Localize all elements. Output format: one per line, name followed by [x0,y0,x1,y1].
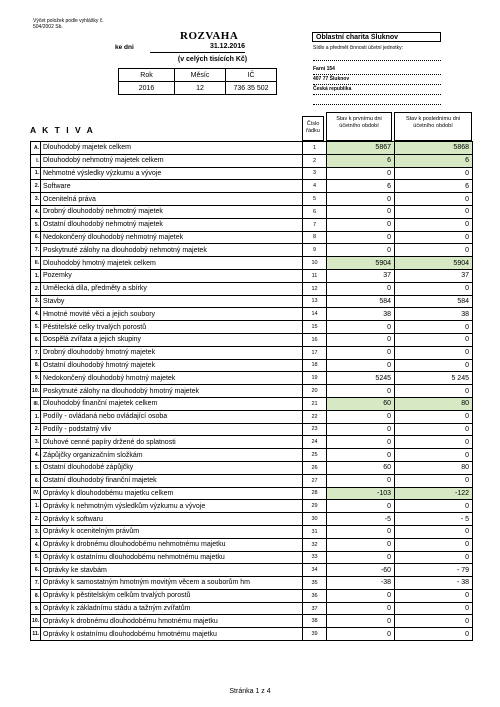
row-designation: 2. [31,423,41,436]
row-name: Poskytnuté zálohy na dlouhodobý nehmotný majetek [41,244,303,257]
table-row [31,180,473,193]
row-designation: 7. [31,577,41,590]
row-number: 19 [303,372,327,385]
table-row [31,589,473,602]
row-value-last-day: 80 [395,461,473,474]
row-value-first-day: 0 [327,231,395,244]
col-header-cislo: Číslo řádku [302,116,324,141]
period-value-mesic: 12 [175,82,226,95]
row-value-last-day: 0 [395,205,473,218]
row-designation: 5. [31,461,41,474]
org-address-country: Česká republika [313,86,441,95]
table-row [31,257,473,270]
row-name: Oprávky k drobnému dlouhodobému nehmotnému majetku [41,538,303,551]
row-value-first-day: 0 [327,218,395,231]
row-value-first-day: -5 [327,513,395,526]
row-value-first-day: 0 [327,333,395,346]
row-designation: 4. [31,308,41,321]
row-value-last-day: -122 [395,487,473,500]
table-row [31,269,473,282]
row-number: 12 [303,282,327,295]
row-name: Oprávky k ostatnímu dlouhodobému hmotnému majetku [41,628,303,641]
table-row [31,615,473,628]
row-number: 24 [303,436,327,449]
row-number: 30 [303,513,327,526]
row-value-first-day: 5867 [327,142,395,155]
row-value-last-day: - 5 [395,513,473,526]
row-name: Oprávky ke stavbám [41,564,303,577]
table-row [31,564,473,577]
table-row [31,436,473,449]
row-number: 27 [303,474,327,487]
row-value-first-day: 584 [327,295,395,308]
row-value-last-day: 5868 [395,142,473,155]
row-number: 22 [303,410,327,423]
ke-dni-label: ke dni [115,44,134,51]
row-name: Dospělá zvířata a jejich skupiny [41,333,303,346]
row-number: 18 [303,359,327,372]
row-number: 3 [303,167,327,180]
row-name: Drobný dlouhodobý hmotný majetek [41,346,303,359]
row-designation: 1. [31,410,41,423]
row-value-first-day: 5245 [327,372,395,385]
col-header-posledni: Stav k poslednímu dni účetního období [394,112,472,141]
table-row [31,142,473,155]
row-value-first-day: 0 [327,282,395,295]
row-number: 2 [303,154,327,167]
row-designation: 4. [31,205,41,218]
row-name: Podíly - podstatný vliv [41,423,303,436]
row-value-first-day: 6 [327,180,395,193]
table-row [31,333,473,346]
table-row [31,513,473,526]
table-row [31,372,473,385]
table-row [31,167,473,180]
row-designation: 4. [31,538,41,551]
row-name: Oprávky k dlouhodobému majetku celkem [41,487,303,500]
row-name: Oprávky k samostatným hmotným movitým věcem a souborům hm [41,577,303,590]
row-name: Stavby [41,295,303,308]
row-value-last-day: 584 [395,295,473,308]
row-designation: 4. [31,449,41,462]
row-value-last-day: 0 [395,525,473,538]
row-designation: 10. [31,385,41,398]
period-header-ic: IČ [226,69,277,82]
table-row [31,461,473,474]
row-number: 38 [303,615,327,628]
row-number: 10 [303,257,327,270]
row-value-last-day: 0 [395,538,473,551]
table-row [31,205,473,218]
row-number: 39 [303,628,327,641]
row-number: 37 [303,602,327,615]
row-value-last-day: 0 [395,436,473,449]
row-value-last-day: 0 [395,589,473,602]
row-name: Zápůjčky organizačním složkám [41,449,303,462]
row-value-last-day: 0 [395,231,473,244]
table-row [31,154,473,167]
row-value-first-day: 38 [327,308,395,321]
table-row [31,525,473,538]
row-designation: 6. [31,564,41,577]
row-name: Nehmotné výsledky výzkumu a vývoje [41,167,303,180]
row-value-first-day: 0 [327,205,395,218]
row-value-first-day: -38 [327,577,395,590]
row-value-last-day: 0 [395,615,473,628]
row-name: Oprávky k ocenitelným právům [41,525,303,538]
row-value-last-day: 6 [395,180,473,193]
row-value-first-day: 60 [327,461,395,474]
row-number: 20 [303,385,327,398]
table-row [31,295,473,308]
row-name: Ostatní dlouhodobé zápůjčky [41,461,303,474]
sidlo-blank-line [313,60,441,61]
row-name: Dlouhodobý finanční majetek celkem [41,397,303,410]
table-row [31,385,473,398]
row-value-last-day: 0 [395,551,473,564]
row-value-last-day: 0 [395,474,473,487]
row-value-first-day: 0 [327,525,395,538]
table-row [31,628,473,641]
table-row [31,423,473,436]
row-value-last-day: 0 [395,423,473,436]
row-value-last-day: - 38 [395,577,473,590]
row-value-first-day: 0 [327,385,395,398]
row-value-last-day: 0 [395,500,473,513]
row-number: 35 [303,577,327,590]
row-value-first-day: 37 [327,269,395,282]
table-row [31,487,473,500]
table-row [31,218,473,231]
row-value-first-day: 60 [327,397,395,410]
row-designation: 5. [31,551,41,564]
row-number: 14 [303,308,327,321]
table-row [31,500,473,513]
row-value-last-day: 0 [395,346,473,359]
period-header-rok: Rok [119,69,175,82]
row-designation: 3. [31,525,41,538]
row-designation: 6. [31,474,41,487]
row-name: Nedokončený dlouhodobý hmotný majetek [41,372,303,385]
row-value-first-day: -60 [327,564,395,577]
row-number: 5 [303,193,327,206]
row-number: 23 [303,423,327,436]
row-value-last-day: 37 [395,269,473,282]
row-number: 36 [303,589,327,602]
row-number: 28 [303,487,327,500]
row-designation: 6. [31,333,41,346]
row-value-last-day: 0 [395,333,473,346]
row-value-first-day: 0 [327,193,395,206]
row-value-first-day: 0 [327,628,395,641]
balance-date: 31.12.2016 [150,43,245,53]
row-name: Oprávky k základnímu stádu a tažným zvířatům [41,602,303,615]
row-designation: 5. [31,218,41,231]
row-name: Drobný dlouhodobý nehmotný majetek [41,205,303,218]
row-name: Dlouhodobý nehmotný majetek celkem [41,154,303,167]
table-row [31,602,473,615]
row-value-last-day: 5904 [395,257,473,270]
table-row [31,231,473,244]
row-designation: II. [31,257,41,270]
row-value-last-day: 0 [395,410,473,423]
row-designation: 1. [31,269,41,282]
row-designation: 11. [31,628,41,641]
row-designation: 10. [31,615,41,628]
row-designation: 8. [31,359,41,372]
row-value-last-day: 0 [395,602,473,615]
section-title: A K T I V A [30,125,95,135]
row-value-last-day: 6 [395,154,473,167]
row-designation: 9. [31,372,41,385]
row-value-last-day: 0 [395,359,473,372]
row-value-first-day: -103 [327,487,395,500]
row-number: 1 [303,142,327,155]
col-header-prvni: Stav k prvnímu dni účetního období [326,112,392,141]
row-name: Umělecká díla, předměty a sbírky [41,282,303,295]
row-value-first-day: 0 [327,602,395,615]
org-blank-line [313,104,441,105]
row-number: 8 [303,231,327,244]
row-value-first-day: 0 [327,589,395,602]
row-value-last-day: - 79 [395,564,473,577]
row-number: 15 [303,321,327,334]
row-number: 34 [303,564,327,577]
org-address-street: Farní 154 [313,66,441,75]
row-name: Poskytnuté zálohy na dlouhodobý hmotný majetek [41,385,303,398]
row-name: Hmotné movité věci a jejich soubory [41,308,303,321]
row-designation: 7. [31,346,41,359]
row-value-first-day: 0 [327,449,395,462]
page-title: ROZVAHA [180,30,239,42]
row-name: Ostatní dlouhodobý hmotný majetek [41,359,303,372]
row-value-first-day: 0 [327,410,395,423]
row-designation: 3. [31,295,41,308]
row-number: 9 [303,244,327,257]
table-row [31,397,473,410]
row-name: Oprávky k ostatnímu dlouhodobému nehmotnému majetku [41,551,303,564]
row-name: Oprávky k pěstitelským celkům trvalých porostů [41,589,303,602]
table-row [31,410,473,423]
aktiva-table [30,141,473,641]
row-name: Podíly - ovládaná nebo ovládající osoba [41,410,303,423]
period-header-mesic: Měsíc [175,69,226,82]
row-value-first-day: 0 [327,500,395,513]
row-value-first-day: 0 [327,436,395,449]
period-table [118,68,277,95]
row-number: 33 [303,551,327,564]
row-value-first-day: 0 [327,615,395,628]
row-name: Dlouhodobý majetek celkem [41,142,303,155]
table-row [31,346,473,359]
row-designation: 7. [31,244,41,257]
row-number: 17 [303,346,327,359]
org-address-city: 407 77 Šluknov [313,76,441,85]
row-value-last-day: 0 [395,385,473,398]
row-number: 16 [303,333,327,346]
table-row [31,359,473,372]
row-designation: IV. [31,487,41,500]
table-row [31,577,473,590]
row-designation: 3. [31,436,41,449]
row-value-last-day: 38 [395,308,473,321]
row-name: Dlouhodobý hmotný majetek celkem [41,257,303,270]
table-row [31,282,473,295]
row-value-first-day: 0 [327,321,395,334]
row-number: 25 [303,449,327,462]
row-value-first-day: 0 [327,423,395,436]
period-value-rok: 2016 [119,82,175,95]
row-number: 6 [303,205,327,218]
row-value-last-day: 0 [395,193,473,206]
row-value-first-day: 0 [327,359,395,372]
table-row [31,474,473,487]
row-designation: 6. [31,231,41,244]
row-value-last-day: 0 [395,244,473,257]
row-number: 13 [303,295,327,308]
row-designation: 3. [31,193,41,206]
table-row [31,308,473,321]
row-number: 4 [303,180,327,193]
row-value-last-day: 5 245 [395,372,473,385]
row-number: 26 [303,461,327,474]
row-designation: 5. [31,321,41,334]
row-name: Nedokončený dlouhodobý nehmotný majetek [41,231,303,244]
row-number: 21 [303,397,327,410]
row-value-last-day: 0 [395,282,473,295]
units-note: (v celých tisících Kč) [177,56,248,63]
row-number: 32 [303,538,327,551]
table-row [31,244,473,257]
table-row [31,551,473,564]
row-name: Pěstitelské celky trvalých porostů [41,321,303,334]
table-row [31,193,473,206]
row-name: Ocenitelná práva [41,193,303,206]
row-designation: 1. [31,500,41,513]
row-designation: III. [31,397,41,410]
law-note: Výčet položek podle vyhlášky č. 504/2002 Sb. [33,18,104,30]
row-number: 31 [303,525,327,538]
row-value-last-day: 0 [395,449,473,462]
row-value-last-day: 0 [395,321,473,334]
row-name: Ostatní dlouhodobý nehmotný majetek [41,218,303,231]
table-row [31,449,473,462]
row-designation: I. [31,154,41,167]
row-designation: 2. [31,513,41,526]
row-designation: 9. [31,602,41,615]
row-designation: 2. [31,282,41,295]
row-name: Ostatní dlouhodobý finanční majetek [41,474,303,487]
row-value-first-day: 6 [327,154,395,167]
sidlo-label: Sídlo a předmět činnosti účetní jednotky: [313,45,404,51]
org-name: Oblastní charita Šluknov [312,32,441,42]
table-row [31,538,473,551]
table-row [31,321,473,334]
row-value-first-day: 0 [327,474,395,487]
row-designation: A. [31,142,41,155]
row-number: 29 [303,500,327,513]
row-value-last-day: 0 [395,167,473,180]
row-designation: 8. [31,589,41,602]
row-number: 11 [303,269,327,282]
row-name: Oprávky k drobnému dlouhodobému hmotnému majetku [41,615,303,628]
row-value-first-day: 5904 [327,257,395,270]
row-number: 7 [303,218,327,231]
page-footer: Stránka 1 z 4 [229,688,271,695]
row-name: Oprávky k nehmotným výsledkům výzkumu a vývoje [41,500,303,513]
row-value-first-day: 0 [327,551,395,564]
row-value-last-day: 0 [395,218,473,231]
row-value-first-day: 0 [327,346,395,359]
row-name: Pozemky [41,269,303,282]
row-name: Software [41,180,303,193]
row-value-last-day: 80 [395,397,473,410]
row-name: Oprávky k softwaru [41,513,303,526]
row-value-last-day: 0 [395,628,473,641]
row-designation: 2. [31,180,41,193]
row-value-first-day: 0 [327,538,395,551]
row-name: Dluhové cenné papíry držené do splatnosti [41,436,303,449]
row-value-first-day: 0 [327,167,395,180]
row-value-first-day: 0 [327,244,395,257]
row-designation: 1. [31,167,41,180]
period-value-ic: 736 35 502 [226,82,277,95]
